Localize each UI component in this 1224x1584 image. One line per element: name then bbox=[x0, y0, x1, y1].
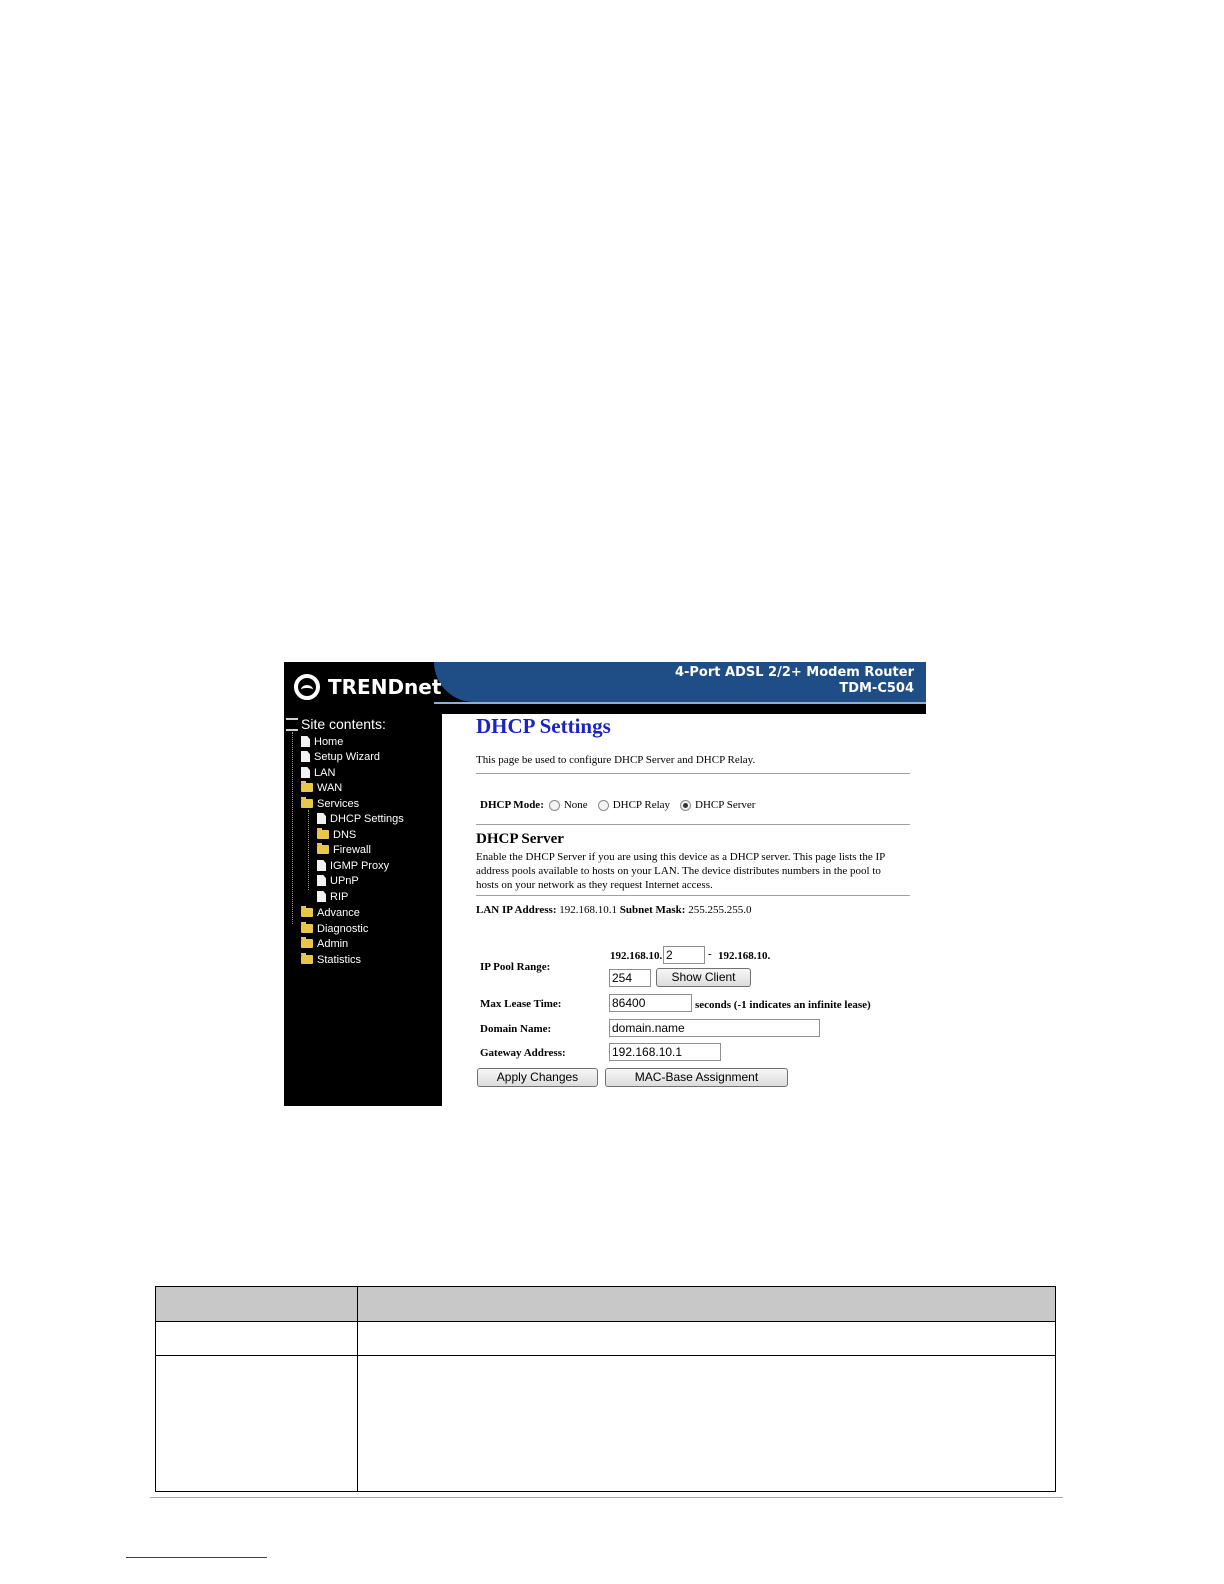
gateway-address-input[interactable]: 192.168.10.1 bbox=[609, 1043, 721, 1061]
mode-none-radio[interactable] bbox=[549, 800, 560, 811]
mode-server-label[interactable]: DHCP Server bbox=[695, 799, 756, 811]
sidebar-item-label: UPnP bbox=[330, 874, 359, 887]
dhcp-mode-label: DHCP Mode: bbox=[480, 799, 544, 811]
domain-name-label: Domain Name: bbox=[480, 1023, 552, 1035]
sidebar-item-lan[interactable] bbox=[301, 765, 335, 780]
main-content bbox=[442, 714, 926, 1106]
header-banner bbox=[284, 662, 926, 714]
sidebar-item-upnp[interactable] bbox=[317, 873, 359, 888]
sidebar-item-label: Home bbox=[314, 735, 344, 748]
sidebar-item-home[interactable] bbox=[301, 734, 343, 749]
document-icon bbox=[317, 891, 326, 902]
footer-rule bbox=[150, 1497, 1063, 1498]
lan-ip-value: 192.168.10.1 bbox=[559, 904, 617, 916]
document-icon bbox=[301, 751, 310, 762]
router-screenshot bbox=[284, 662, 926, 1106]
sidebar-item-igmp-proxy[interactable] bbox=[317, 858, 389, 873]
dhcp-server-description: Enable the DHCP Server if you are using this device as a DHCP server. This page lists the IP address pools available to hosts on your LAN. The device distributes numbers in the pool to hosts on your network as they request Internet access. bbox=[476, 851, 885, 891]
folder-icon bbox=[317, 830, 329, 839]
sidebar-item-advance[interactable] bbox=[301, 905, 360, 920]
mode-server-radio[interactable] bbox=[680, 800, 691, 811]
sidebar-item-label: DHCP Settings bbox=[330, 812, 404, 825]
pool-end-input[interactable]: 254 bbox=[609, 969, 651, 987]
document-icon bbox=[301, 767, 310, 778]
lease-note: seconds (-1 indicates an infinite lease) bbox=[695, 999, 871, 1011]
footer-link-underline bbox=[126, 1557, 267, 1558]
sidebar-item-rip[interactable] bbox=[317, 889, 348, 904]
dhcp-server-heading: DHCP Server bbox=[476, 831, 564, 847]
page-title: DHCP Settings bbox=[476, 714, 611, 738]
sidebar-item-label: Advance bbox=[317, 906, 360, 919]
banner-stripe bbox=[434, 702, 926, 704]
max-lease-time-label: Max Lease Time: bbox=[480, 998, 562, 1010]
mode-relay-radio[interactable] bbox=[598, 800, 609, 811]
pool-start-prefix: 192.168.10. bbox=[610, 950, 663, 962]
max-lease-time-input[interactable]: 86400 bbox=[609, 994, 692, 1012]
subnet-mask-value: 255.255.255.0 bbox=[688, 904, 752, 916]
sidebar-item-dhcp-settings[interactable] bbox=[317, 811, 404, 826]
sidebar-item-wan[interactable] bbox=[301, 780, 342, 795]
sidebar-item-statistics[interactable] bbox=[301, 952, 361, 967]
sidebar-item-dns[interactable] bbox=[317, 827, 356, 842]
folder-icon bbox=[301, 924, 313, 933]
pool-end-prefix: 192.168.10. bbox=[718, 950, 771, 962]
divider bbox=[476, 895, 910, 896]
sidebar-item-label: Setup Wizard bbox=[314, 750, 381, 763]
product-model: TDM-C504 bbox=[839, 681, 914, 696]
sidebar-item-diagnostic[interactable] bbox=[301, 921, 368, 936]
trendnet-logo-icon bbox=[294, 674, 320, 700]
pool-range-dash: - bbox=[708, 948, 712, 960]
sidebar-item-label: Services bbox=[317, 797, 360, 810]
product-info bbox=[675, 665, 914, 697]
mode-none-label[interactable]: None bbox=[563, 799, 588, 811]
site-contents-title bbox=[286, 716, 386, 732]
sidebar-item-services[interactable] bbox=[301, 796, 359, 811]
lan-ip-label: LAN IP Address: bbox=[476, 904, 557, 916]
table-column-divider bbox=[357, 1287, 358, 1491]
divider bbox=[476, 773, 910, 774]
mode-relay-label[interactable]: DHCP Relay bbox=[612, 799, 671, 811]
apply-changes-button[interactable]: Apply Changes bbox=[477, 1068, 598, 1087]
gateway-address-label: Gateway Address: bbox=[480, 1047, 566, 1059]
site-contents-sidebar bbox=[284, 714, 442, 1106]
sidebar-item-label: DNS bbox=[333, 828, 357, 841]
folder-icon bbox=[301, 783, 313, 792]
site-contents-label: Site contents: bbox=[301, 716, 386, 732]
show-client-button[interactable]: Show Client bbox=[656, 968, 751, 987]
sidebar-item-label: WAN bbox=[317, 781, 343, 794]
page-description: This page be used to configure DHCP Server and DHCP Relay. bbox=[476, 754, 756, 766]
sidebar-item-label: Admin bbox=[317, 937, 349, 950]
document-icon bbox=[317, 875, 326, 886]
sidebar-item-label: IGMP Proxy bbox=[330, 859, 390, 872]
subnet-mask-label: Subnet Mask: bbox=[619, 904, 686, 916]
sidebar-item-setup-wizard[interactable] bbox=[301, 749, 380, 764]
document-icon bbox=[301, 736, 310, 747]
table-header-row bbox=[156, 1287, 1055, 1321]
sidebar-item-label: Statistics bbox=[317, 953, 362, 966]
tree-guide-line bbox=[292, 732, 293, 924]
folder-open-icon bbox=[301, 799, 313, 808]
document-icon bbox=[317, 860, 326, 871]
sidebar-item-label: LAN bbox=[314, 766, 336, 779]
brand-name: TRENDnet bbox=[328, 675, 442, 699]
sidebar-item-firewall[interactable] bbox=[317, 842, 371, 857]
sidebar-item-label: RIP bbox=[330, 890, 349, 903]
dhcp-mode-row bbox=[480, 799, 765, 811]
folder-icon bbox=[301, 955, 313, 964]
product-line: 4-Port ADSL 2/2+ Modem Router bbox=[674, 665, 914, 680]
table-row-divider bbox=[156, 1355, 1055, 1356]
sidebar-item-label: Diagnostic bbox=[317, 922, 369, 935]
folder-icon bbox=[317, 845, 329, 854]
sidebar-item-label: Firewall bbox=[333, 843, 371, 856]
domain-name-input[interactable]: domain.name bbox=[609, 1019, 820, 1037]
folder-icon bbox=[301, 939, 313, 948]
description-table bbox=[155, 1286, 1056, 1492]
trendnet-logo bbox=[294, 670, 441, 704]
table-row-divider bbox=[156, 1321, 1055, 1322]
document-icon bbox=[317, 813, 326, 824]
pool-start-input[interactable]: 2 bbox=[663, 946, 705, 964]
tree-root-icon bbox=[286, 718, 298, 731]
tree-guide-line-sub bbox=[308, 810, 309, 890]
sidebar-item-admin[interactable] bbox=[301, 936, 348, 951]
ip-pool-range-label: IP Pool Range: bbox=[480, 961, 551, 973]
mac-base-assignment-button[interactable]: MAC-Base Assignment bbox=[605, 1068, 788, 1087]
lan-info-row bbox=[476, 904, 751, 916]
divider bbox=[476, 824, 910, 825]
folder-icon bbox=[301, 908, 313, 917]
